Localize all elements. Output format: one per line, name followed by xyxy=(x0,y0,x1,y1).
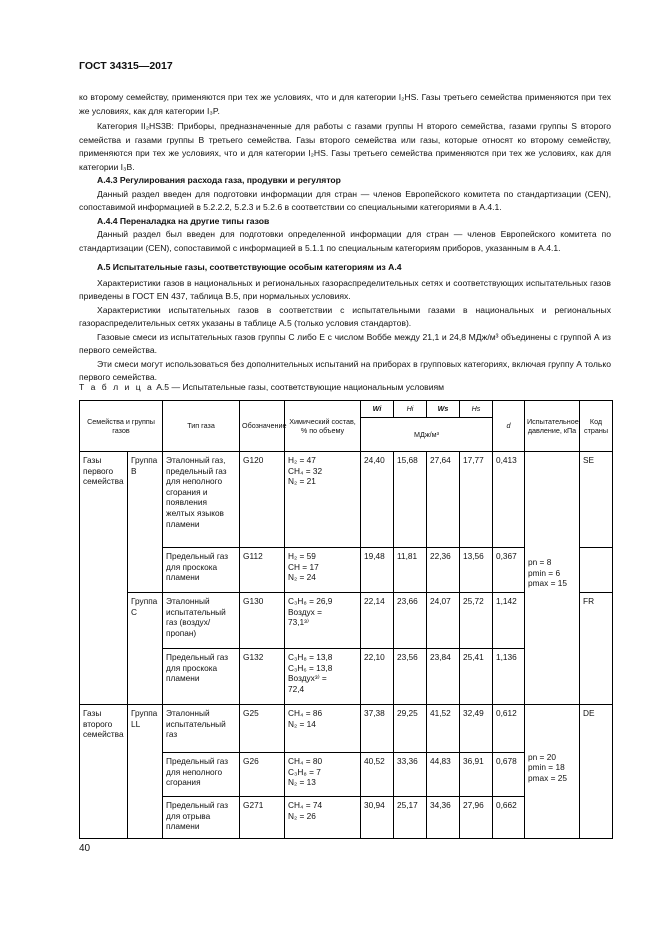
header-hi: Hi xyxy=(394,401,427,418)
header-pressure: Испытательное давление, кПа xyxy=(525,401,580,452)
code-cell: G26 xyxy=(240,753,285,797)
country-cell: FR xyxy=(580,593,613,705)
chem-cell: CH₄ = 86 N₂ = 14 xyxy=(285,705,361,753)
paragraph: Эти смеси могут использоваться без дополнительных испытаний на приборах в групповых категориях, включая группу А только первого семейства. xyxy=(79,358,611,382)
header-family: Семейства и группы газов xyxy=(80,401,163,452)
hi-cell: 25,17 xyxy=(394,797,427,839)
header-ws: Ws xyxy=(427,401,460,418)
table-caption xyxy=(79,382,444,392)
paragraph: Характеристики испытательных газов в соответствии с испытательными газами в национальных и региональных газораспределительных сетях указаны в таблице А.5 (только условия стандартов). xyxy=(79,304,611,328)
section-heading: А.4.3 Регулирования расхода газа, продувки и регулятор xyxy=(97,175,341,185)
chem-cell: H₂ = 59 CH = 17 N₂ = 24 xyxy=(285,548,361,593)
code-cell: G25 xyxy=(240,705,285,753)
code-cell: G130 xyxy=(240,593,285,649)
country-cell: SE xyxy=(580,452,613,548)
body-text-block-1 xyxy=(79,91,611,385)
chem-cell: C₃H₈ = 13,8 C₃H₆ = 13,8 Воздух³⁾ = 72,4 xyxy=(285,649,361,705)
type-cell: Предельный газ для отрыва пламени xyxy=(163,797,240,839)
type-cell: Эталонный испытательный газ (воздух/пропан) xyxy=(163,593,240,649)
wi-cell: 30,94 xyxy=(361,797,394,839)
hi-cell: 15,68 xyxy=(394,452,427,548)
header-type: Тип газа xyxy=(163,401,240,452)
hi-cell: 29,25 xyxy=(394,705,427,753)
page-number: 40 xyxy=(79,843,91,854)
type-cell: Предельный газ для проскока пламени xyxy=(163,548,240,593)
hs-cell: 25,72 xyxy=(460,593,493,649)
hs-cell: 25,41 xyxy=(460,649,493,705)
group-cell: Группа B xyxy=(128,452,163,593)
hs-cell: 17,77 xyxy=(460,452,493,548)
d-cell: 0,662 xyxy=(493,797,525,839)
hi-cell: 33,36 xyxy=(394,753,427,797)
paragraph: Характеристики газов в национальных и региональных газораспределительных сетях и соответствующих испытательных газов приведены в ГОСТ EN 437, таблица В.5, при нормальных условиях. xyxy=(79,277,611,301)
hs-cell: 32,49 xyxy=(460,705,493,753)
wi-cell: 40,52 xyxy=(361,753,394,797)
ws-cell: 24,07 xyxy=(427,593,460,649)
group-cell: Группа LL xyxy=(128,705,163,839)
code-cell: G120 xyxy=(240,452,285,548)
type-cell: Предельный газ для проскока пламени xyxy=(163,649,240,705)
d-cell: 1,136 xyxy=(493,649,525,705)
family-cell: Газы первого семейства xyxy=(80,452,128,705)
wi-cell: 37,38 xyxy=(361,705,394,753)
paragraph: Данный раздел введен для подготовки информации для стран — членов Европейского комитета по стандартизации (CEN), сопоставимой информацией в 5.2.2.2, 5.2.3 и 5.2.6 в соответствии со специальными категориями в А.4.1. xyxy=(79,188,611,212)
group-cell: Группа С xyxy=(128,593,163,705)
wi-cell: 19,48 xyxy=(361,548,394,593)
d-cell: 0,678 xyxy=(493,753,525,797)
wi-cell: 22,10 xyxy=(361,649,394,705)
country-cell: DE xyxy=(580,705,613,839)
header-hs: Hs xyxy=(460,401,493,418)
hs-cell: 27,96 xyxy=(460,797,493,839)
chem-cell: CH₄ = 74 N₂ = 26 xyxy=(285,797,361,839)
code-cell: G132 xyxy=(240,649,285,705)
paragraph: Газовые смеси из испытательных газов группы С либо Е с числом Воббе между 21,1 и 24,8 МДж/м³ объединены с группой А из первого семейства. xyxy=(79,331,611,355)
type-cell: Предельный газ для неполного сгорания xyxy=(163,753,240,797)
hi-cell: 11,81 xyxy=(394,548,427,593)
pressure-cell: pn = 8 pmin = 6 pmax = 15 xyxy=(525,452,580,705)
d-cell: 0,367 xyxy=(493,548,525,593)
chem-cell: H₂ = 47 CH₄ = 32 N₂ = 21 xyxy=(285,452,361,548)
header-d: d xyxy=(493,401,525,452)
paragraph: Категория II₂HS3B: Приборы, предназначенные для работы с газами группы H второго семейства, газами группы S второго семейства и газами группы B третьего семейства. Газы второго семейства или газы, которые относят ко второму семейству, применяются при тех же условиях, что и для категории I₂HS. Газы третьего семейства применяются при тех же условиях, как для категории I₃B. xyxy=(79,121,611,172)
wi-cell: 24,40 xyxy=(361,452,394,548)
family-cell: Газы второго семейства xyxy=(80,705,128,839)
header-code: Обозначение xyxy=(240,401,285,452)
type-cell: Эталонный газ, предельный газ для неполного сгорания и появления желтых языков пламени xyxy=(163,452,240,548)
header-country: Код страны xyxy=(580,401,613,452)
caption-text: А.5 — Испытательные газы, соответствующие национальным условиям xyxy=(156,382,445,392)
pressure-cell: pn = 20 pmin = 18 pmax = 25 xyxy=(525,705,580,839)
country-cell xyxy=(580,548,613,593)
ws-cell: 27,64 xyxy=(427,452,460,548)
hs-cell: 13,56 xyxy=(460,548,493,593)
page-header: ГОСТ 34315—2017 xyxy=(79,60,173,72)
hi-cell: 23,56 xyxy=(394,649,427,705)
header-unit: МДж/м³ xyxy=(361,418,493,452)
code-cell: G112 xyxy=(240,548,285,593)
ws-cell: 41,52 xyxy=(427,705,460,753)
paragraph: Данный раздел был введен для подготовки определенной информации для стран — членов Европейского комитета по стандартизации (CEN), сопоставимой с информацией в 5.1.1 по специальным категориям приборов, указанным в А.4.1. xyxy=(79,229,611,253)
test-gases-table xyxy=(79,400,613,839)
section-heading: А.5 Испытательные газы, соответствующие особым категориям из А.4 xyxy=(97,262,402,272)
ws-cell: 34,36 xyxy=(427,797,460,839)
header-wi: Wi xyxy=(361,401,394,418)
ws-cell: 23,84 xyxy=(427,649,460,705)
d-cell: 0,413 xyxy=(493,452,525,548)
chem-cell: C₃H₈ = 26,9 Воздух = 73,1³⁾ xyxy=(285,593,361,649)
ws-cell: 44,83 xyxy=(427,753,460,797)
hs-cell: 36,91 xyxy=(460,753,493,797)
type-cell: Эталонный испытательный газ xyxy=(163,705,240,753)
d-cell: 1,142 xyxy=(493,593,525,649)
header-chem: Химический состав, % по объему xyxy=(285,401,361,452)
code-cell: G271 xyxy=(240,797,285,839)
ws-cell: 22,36 xyxy=(427,548,460,593)
d-cell: 0,612 xyxy=(493,705,525,753)
hi-cell: 23,66 xyxy=(394,593,427,649)
section-heading: А.4.4 Переналадка на другие типы газов xyxy=(97,215,270,226)
chem-cell: CH₄ = 80 C₃H₈ = 7 N₂ = 13 xyxy=(285,753,361,797)
wi-cell: 22,14 xyxy=(361,593,394,649)
paragraph: ко второму семейству, применяются при тех же условиях, что и для категории I₂HS. Газы третьего семейства применяются при тех же условиях, как для категории I₃P. xyxy=(79,92,611,116)
caption-label: Т а б л и ц а xyxy=(79,382,154,392)
